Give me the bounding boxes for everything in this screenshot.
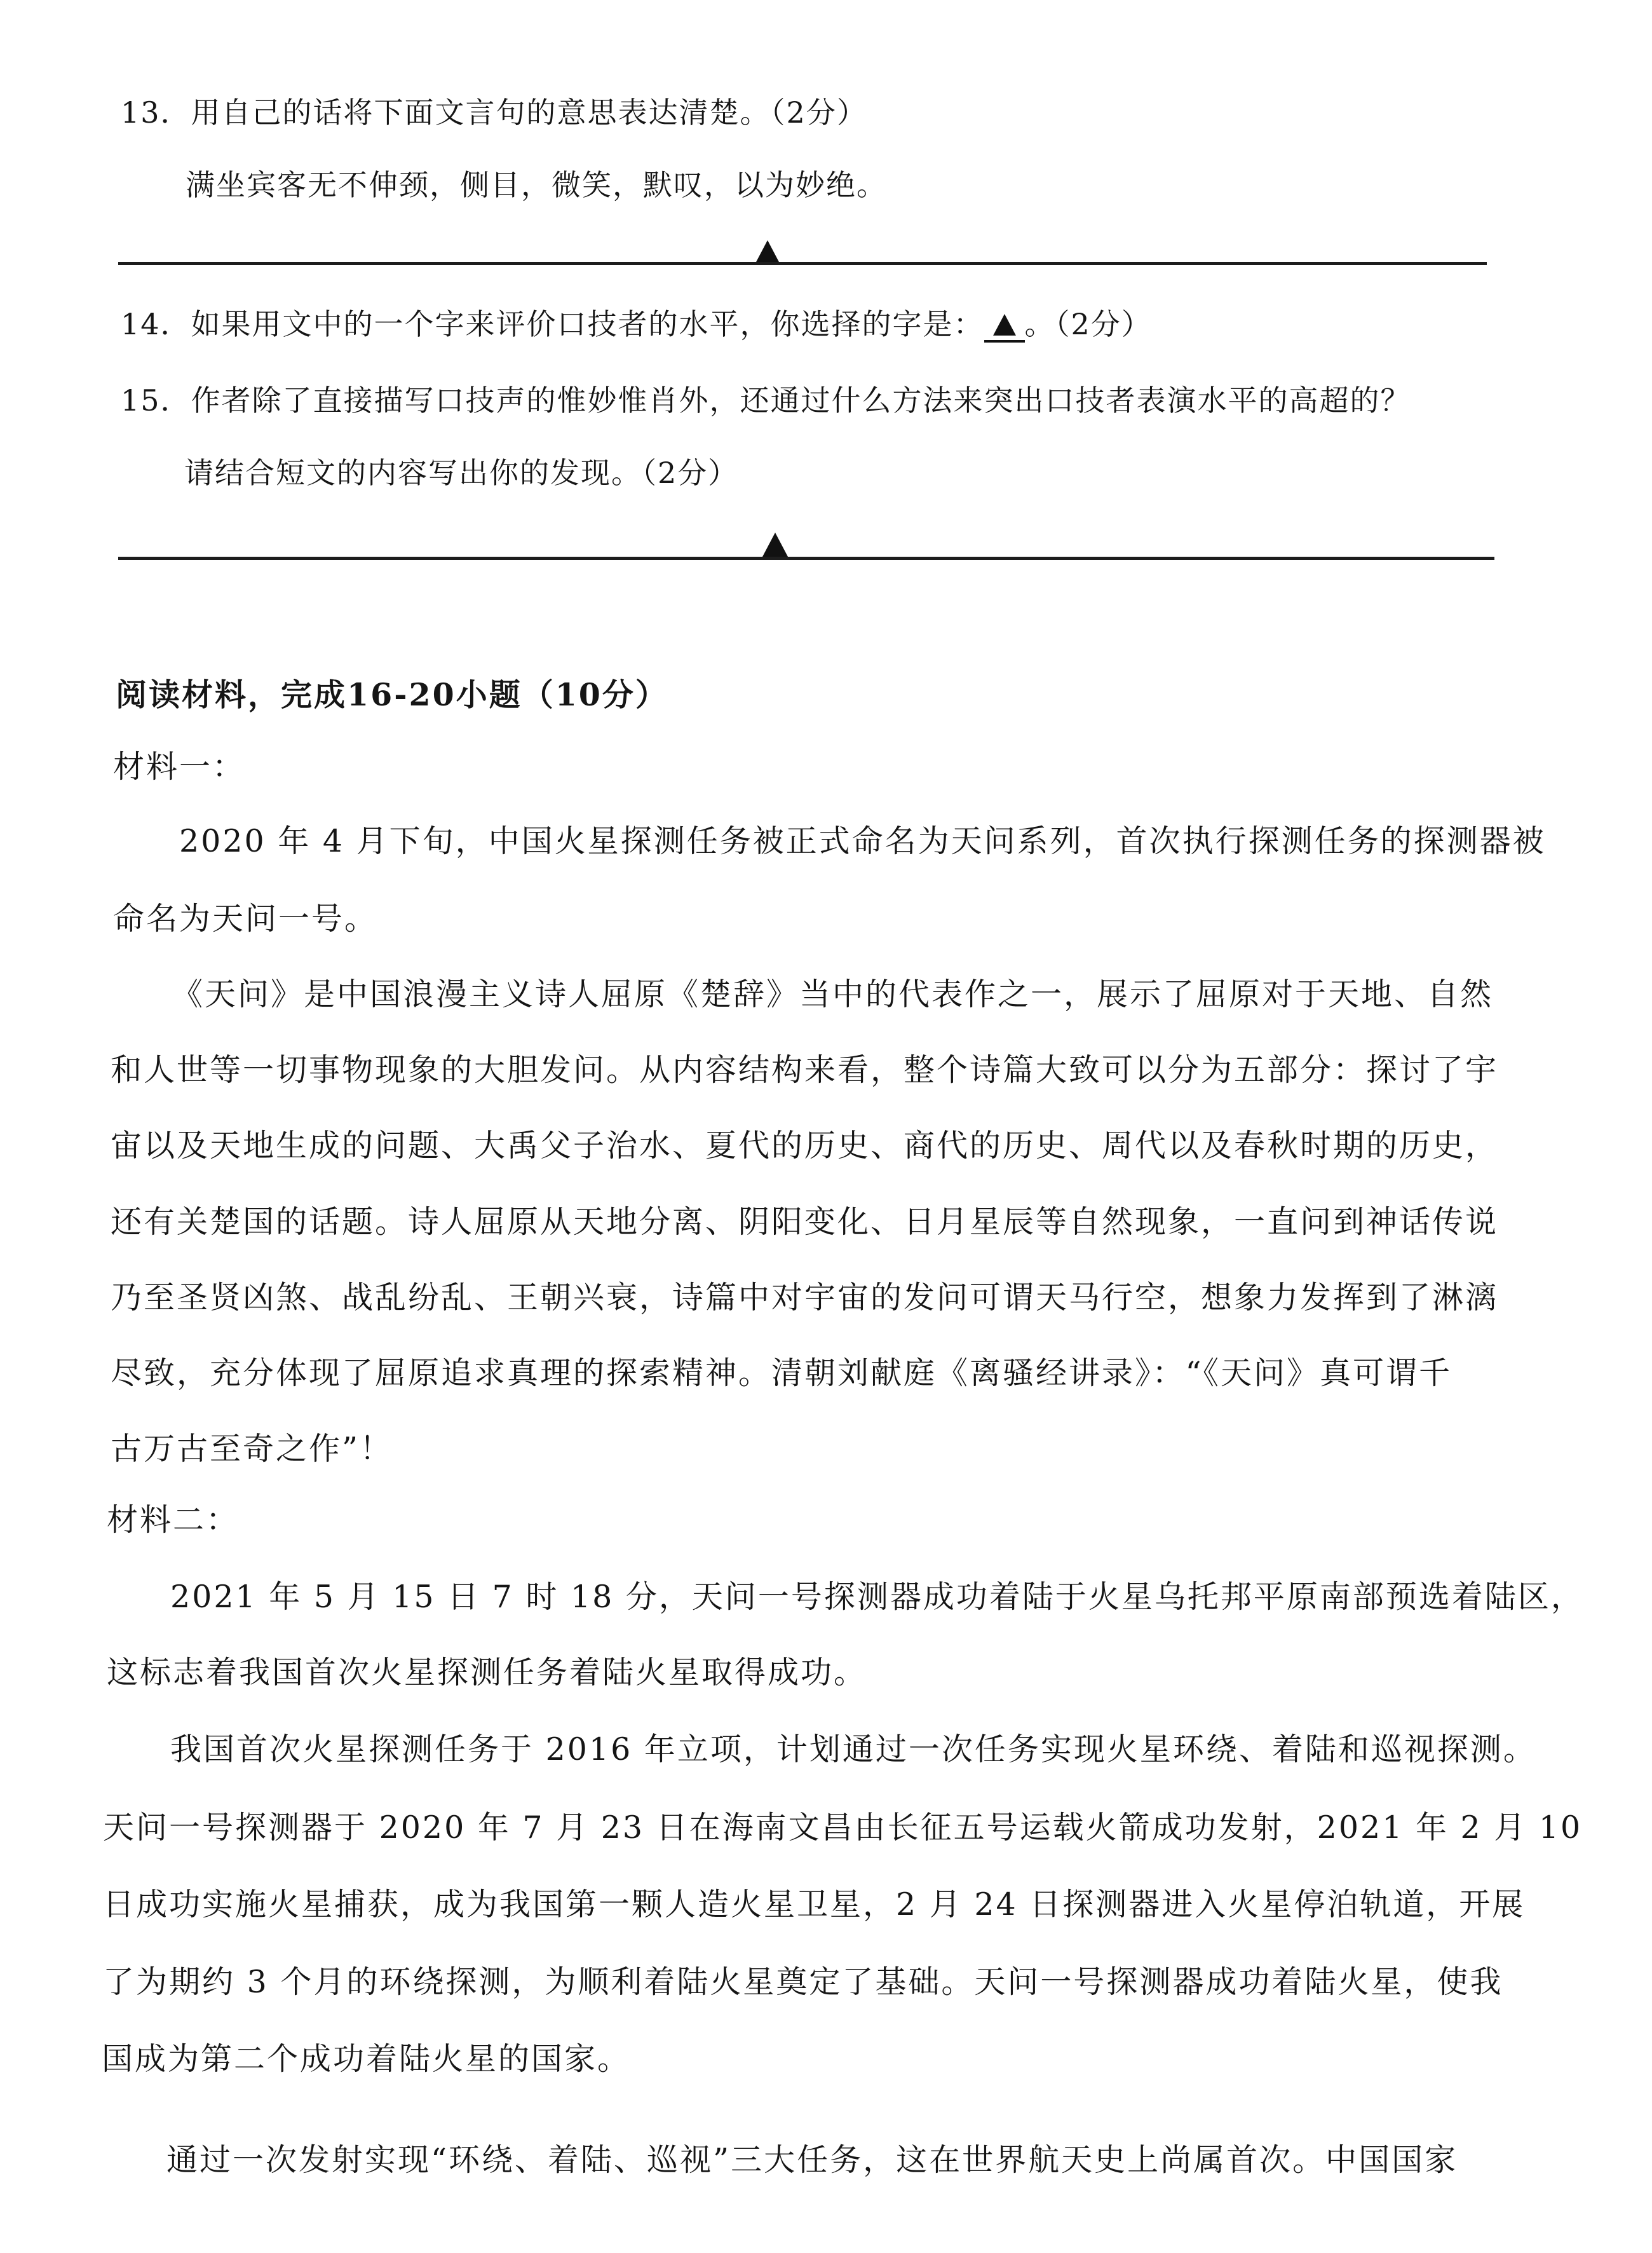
answer-line-13[interactable] xyxy=(118,262,1487,265)
question-15-line2: 请结合短文的内容写出你的发现。（2分） xyxy=(184,456,739,490)
material-2-line: 了为期约 3 个月的环绕探测，为顺利着陆火星奠定了基础。天问一号探测器成功着陆火星，使我 xyxy=(103,1964,1503,2000)
material-1-line: 命名为天问一号。 xyxy=(113,901,378,937)
material-2-line: 国成为第二个成功着陆火星的国家。 xyxy=(102,2041,631,2077)
section-heading: 阅读材料，完成16-20小题（10分） xyxy=(116,676,668,713)
material-1-line: 古万古至奇之作”！ xyxy=(111,1431,393,1467)
question-15-number: 15． xyxy=(121,383,191,418)
answer-marker-icon xyxy=(993,314,1016,336)
material-2-line: 天问一号探测器于 2020 年 7 月 23 日在海南文昌由长征五号运载火箭成功发射，2021 年 2 月 10 xyxy=(103,1809,1583,1846)
material-1-line: 尽致，充分体现了屈原追求真理的探索精神。清朝刘献庭《离骚经讲录》：“《天问》真可谓千 xyxy=(111,1355,1452,1391)
question-14-score: 。（2分） xyxy=(1024,307,1152,341)
question-14-text: 如果用文中的一个字来评价口技者的水平，你选择的字是： xyxy=(191,307,984,341)
material-1-line: 和人世等一切事物现象的大胆发问。从内容结构来看，整个诗篇大致可以分为五部分：探讨了宇 xyxy=(111,1052,1499,1088)
question-13-text: 用自己的话将下面文言句的意思表达清楚。（2分） xyxy=(191,95,867,130)
answer-line-15[interactable] xyxy=(118,557,1494,560)
question-13-number: 13． xyxy=(121,95,191,130)
question-15 xyxy=(121,382,1411,419)
material-1-line: 宙以及天地生成的问题、大禹父子治水、夏代的历史、商代的历史、周代以及春秋时期的历史， xyxy=(111,1127,1499,1164)
material-1-line: 还有关楚国的话题。诗人屈原从天地分离、阴阳变化、日月星辰等自然现象，一直问到神话传说 xyxy=(111,1204,1499,1240)
material-1-line: 《天问》是中国浪漫主义诗人屈原《楚辞》当中的代表作之一，展示了屈原对于天地、自然 xyxy=(172,976,1494,1012)
material-2-line: 日成功实施火星捕获，成为我国第一颗人造火星卫星，2 月 24 日探测器进入火星停泊轨道，开展 xyxy=(103,1886,1526,1923)
question-14 xyxy=(121,306,1152,343)
answer-marker-icon xyxy=(755,240,780,264)
material-2-line: 2021 年 5 月 15 日 7 时 18 分，天问一号探测器成功着陆于火星乌托邦平原南部预选着陆区， xyxy=(170,1579,1584,1615)
material-2-label: 材料二： xyxy=(107,1502,240,1538)
question-15-line1: 作者除了直接描写口技声的惟妙惟肖外，还通过什么方法来突出口技者表演水平的高超的？ xyxy=(191,383,1411,418)
material-1-label: 材料一： xyxy=(113,749,246,785)
material-2-line: 通过一次发射实现“环绕、着陆、巡视”三大任务，这在世界航天史上尚属首次。中国国家 xyxy=(166,2142,1458,2178)
answer-marker-icon xyxy=(762,533,788,557)
material-1-line: 2020 年 4 月下旬，中国火星探测任务被正式命名为天问系列，首次执行探测任务的探测器被 xyxy=(179,823,1546,859)
question-13-sentence: 满坐宾客无不伸颈，侧目，微笑，默叹，以为妙绝。 xyxy=(186,168,887,202)
material-2-line: 这标志着我国首次火星探测任务着陆火星取得成功。 xyxy=(107,1654,867,1691)
answer-blank-14[interactable] xyxy=(984,308,1025,343)
material-2-line: 我国首次火星探测任务于 2016 年立项，计划通过一次任务实现火星环绕、着陆和巡视探测。 xyxy=(170,1731,1536,1767)
material-1-line: 乃至圣贤凶煞、战乱纷乱、王朝兴衰，诗篇中对宇宙的发问可谓天马行空，想象力发挥到了淋漓 xyxy=(111,1279,1499,1316)
question-14-number: 14． xyxy=(121,307,191,341)
question-13 xyxy=(121,94,867,131)
